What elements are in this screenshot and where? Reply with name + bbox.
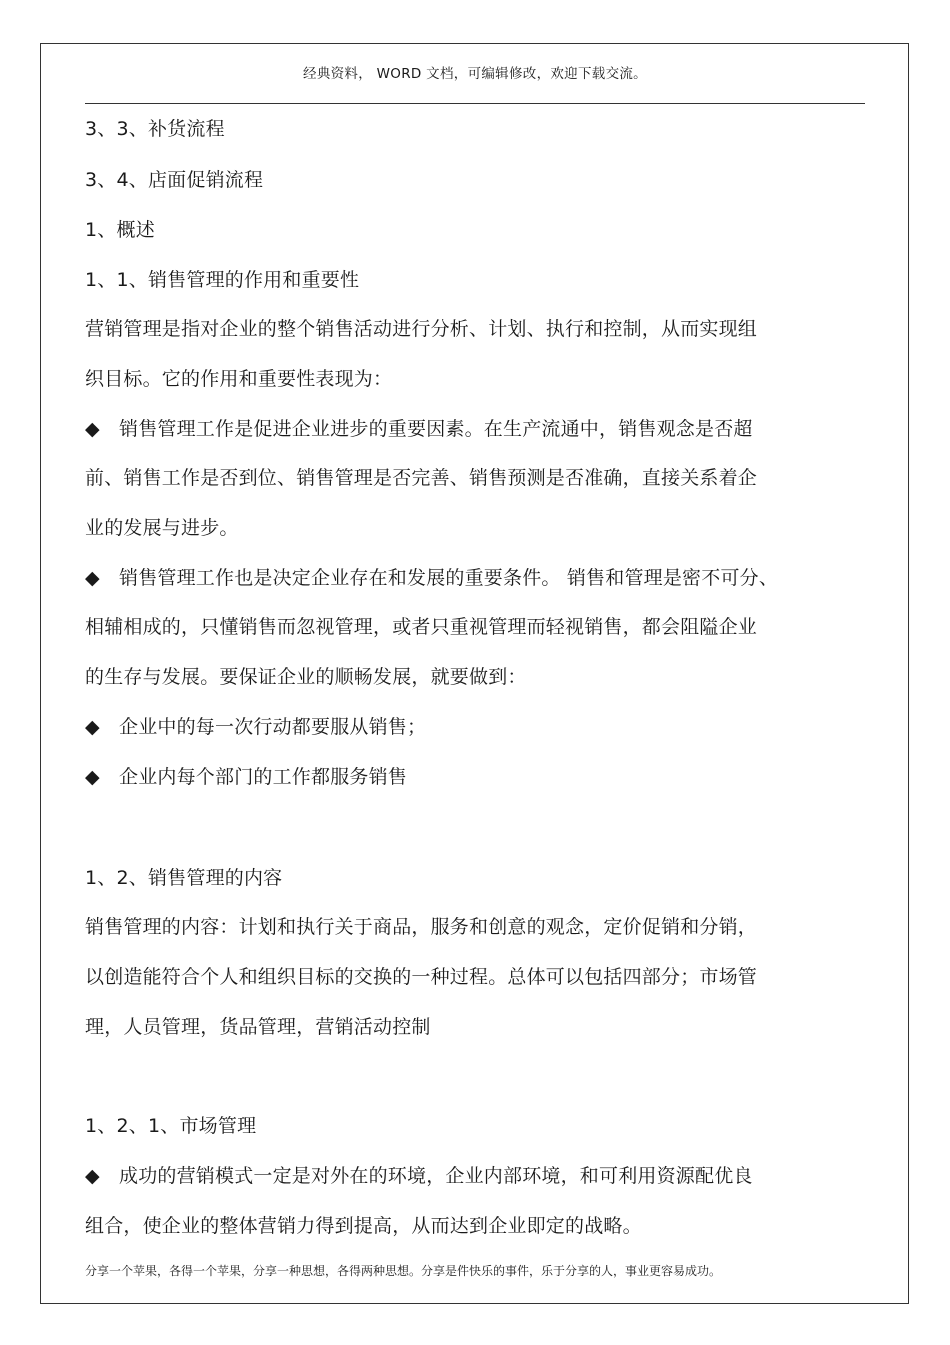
bullet-paragraph-line — [85, 1164, 753, 1188]
paragraph-line — [85, 317, 757, 341]
line-text: 成功的营销模式一定是对外在的环境，企业内部环境，和可利用资源配优良 — [119, 1165, 753, 1187]
line-text: 营销管理是指对企业的整个销售活动进行分析、计划、执行和控制，从而实现组 — [85, 318, 758, 340]
paragraph-line — [85, 268, 359, 292]
line-text: 组合，使企业的整体营销力得到提高，从而达到企业即定的战略。 — [85, 1215, 642, 1237]
bullet-paragraph-line — [85, 566, 778, 590]
paragraph-line — [85, 117, 225, 141]
page-header: 经典资料， WORD 文档，可编辑修改，欢迎下载交流。 — [303, 66, 647, 82]
bullet-paragraph-line — [85, 715, 426, 739]
line-text: 相辅相成的，只懂销售而忽视管理，或者只重视管理而轻视销售，都会阻隘企业 — [85, 616, 758, 638]
paragraph-line — [85, 615, 757, 639]
line-text: 1、1、销售管理的作用和重要性 — [85, 269, 360, 291]
paragraph-line — [85, 965, 757, 989]
page-footer: 分享一个苹果，各得一个苹果，分享一种思想，各得两种思想。分享是件快乐的事件，乐于分享的人，事业更容易成功。 — [85, 1264, 722, 1278]
paragraph-line — [85, 665, 527, 689]
paragraph-line — [85, 1015, 431, 1039]
line-text: 1、概述 — [85, 219, 155, 241]
paragraph-line — [85, 168, 263, 192]
line-text: 以创造能符合个人和组织目标的交换的一种过程。总体可以包括四部分；市场管 — [85, 966, 758, 988]
bullet-paragraph-line — [85, 417, 753, 441]
line-text: 销售管理的内容：计划和执行关于商品，服务和创意的观念，定价促销和分销， — [85, 916, 758, 938]
line-text: 销售管理工作是促进企业进步的重要因素。在生产流通中，销售观念是否超 — [119, 418, 753, 440]
line-text: 企业中的每一次行动都要服从销售； — [119, 716, 427, 738]
diamond-bullet-icon: ◆ — [85, 766, 100, 788]
line-text: 前、销售工作是否到位、销售管理是否完善、销售预测是否准确，直接关系着企 — [85, 467, 758, 489]
paragraph-line — [85, 866, 282, 890]
diamond-bullet-icon: ◆ — [85, 418, 100, 440]
line-text: 企业内每个部门的工作都服务销售 — [119, 766, 408, 788]
diamond-bullet-icon: ◆ — [85, 567, 100, 589]
paragraph-line — [85, 218, 155, 242]
paragraph-line — [85, 367, 392, 391]
bullet-paragraph-line — [85, 765, 407, 789]
line-text: 织目标。它的作用和重要性表现为： — [85, 368, 393, 390]
paragraph-line — [85, 516, 239, 540]
line-text: 3、4、店面促销流程 — [85, 169, 264, 191]
line-text: 的生存与发展。要保证企业的顺畅发展，就要做到： — [85, 666, 527, 688]
paragraph-line — [85, 1214, 642, 1238]
line-text: 理，人员管理，货品管理，营销活动控制 — [85, 1016, 431, 1038]
paragraph-line — [85, 1114, 256, 1138]
line-text: 3、3、补货流程 — [85, 118, 225, 140]
line-text: 销售管理工作也是决定企业存在和发展的重要条件。 销售和管理是密不可分、 — [119, 567, 779, 589]
line-text: 1、2、销售管理的内容 — [85, 867, 283, 889]
header-divider — [85, 103, 865, 104]
line-text: 业的发展与进步。 — [85, 517, 239, 539]
diamond-bullet-icon: ◆ — [85, 1165, 100, 1187]
paragraph-line — [85, 466, 757, 490]
diamond-bullet-icon: ◆ — [85, 716, 100, 738]
line-text: 1、2、1、市场管理 — [85, 1115, 257, 1137]
paragraph-line — [85, 915, 757, 939]
